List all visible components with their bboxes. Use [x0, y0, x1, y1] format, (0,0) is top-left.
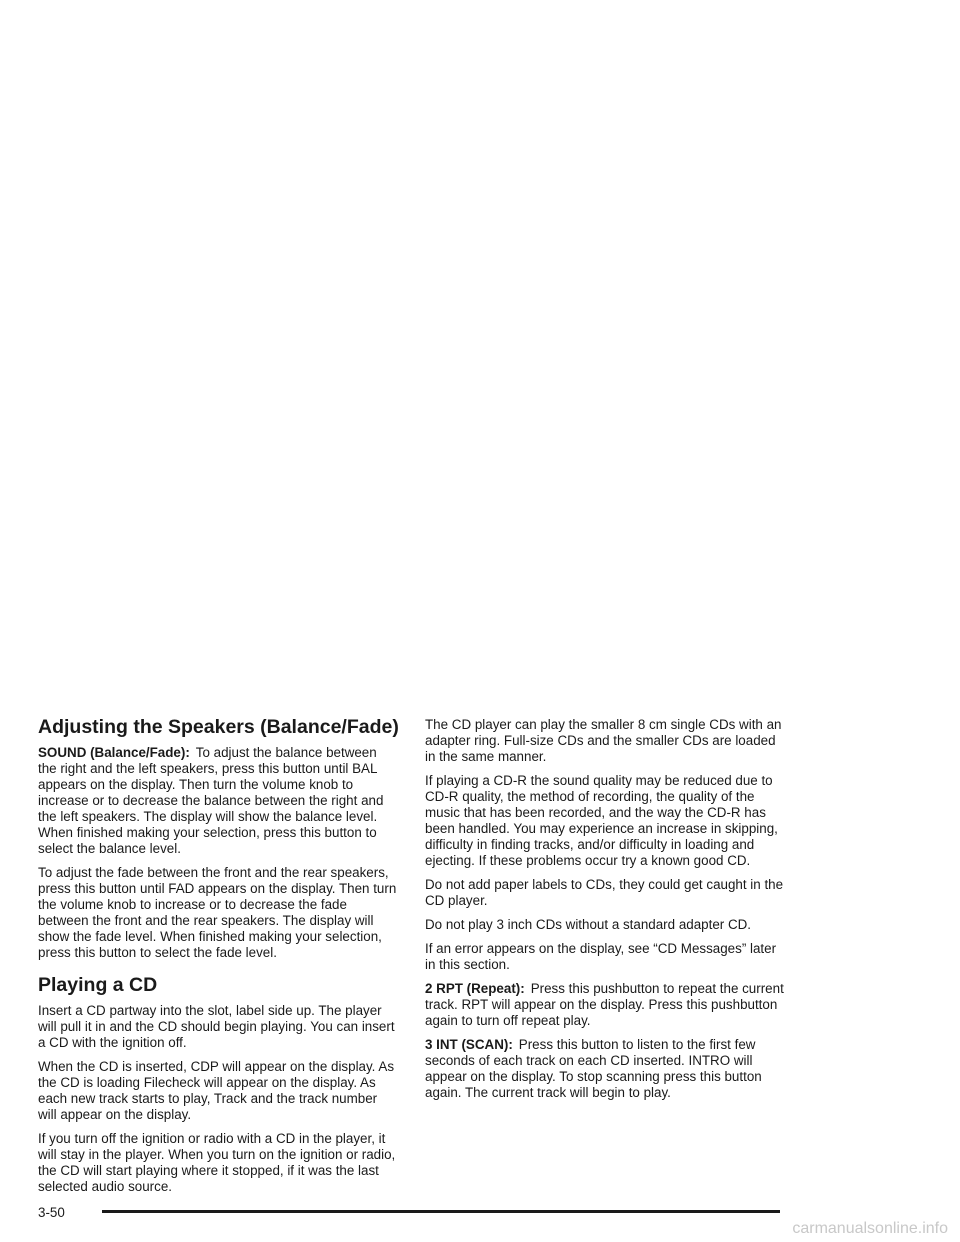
watermark: carmanualsonline.info: [792, 1220, 948, 1237]
three-inch-paragraph: Do not play 3 inch CDs without a standard adapter CD.: [425, 917, 752, 932]
error-paragraph: If an error appears on the display, see “CD Messages” later in this section.: [425, 941, 777, 972]
small-cd-paragraph: The CD player can play the smaller 8 cm single CDs with an adapter ring. Full-size CDs and the smaller CDs are loaded in the same manner.: [425, 717, 782, 764]
page-number: 3-50: [38, 1205, 65, 1220]
repeat-text: Press this pushbutton to repeat the current track. RPT will appear on the display. Press this pushbutton again to turn off repeat play.: [425, 981, 784, 1028]
cd-r-paragraph: If playing a CD-R the sound quality may be reduced due to CD-R quality, the method of recording, the quality of the music that has been recorded, and the way the CD-R has been handled. You may experience an increase in skipping, difficulty in finding tracks, and/or difficulty in loading and ejecting. If these problems occur try a known good CD.: [425, 773, 778, 868]
sound-balance-paragraph: [38, 745, 398, 857]
scan-paragraph: [425, 1037, 785, 1101]
scan-term: 3 INT (SCAN):: [425, 1037, 513, 1052]
heading-playing-cd: Playing a CD: [38, 974, 158, 996]
cd-inserted-paragraph: When the CD is inserted, CDP will appear on the display. As the CD is loading Filecheck will appear on the display. As each new track starts to play, Track and the track number will appear on the display.: [38, 1059, 395, 1122]
sound-balance-term: SOUND (Balance/Fade):: [38, 745, 190, 760]
footer-rule: [102, 1210, 780, 1213]
scan-text: Press this button to listen to the first few seconds of each track on each CD inserted. INTRO will appear on the display. To stop scanning press this button again. The current track will begin to play.: [425, 1037, 762, 1100]
paper-labels-paragraph: Do not add paper labels to CDs, they could get caught in the CD player.: [425, 877, 784, 908]
sound-balance-text: To adjust the balance between the right and the left speakers, press this button until BAL appears on the display. Then turn the volume knob to increase or to decrease the balance between the right and the left speakers. The display will show the balance level. When finished making your selection, press this button to select the balance level.: [38, 745, 384, 856]
fade-paragraph: To adjust the fade between the front and the rear speakers, press this button until FAD appears on the display. Then turn the volume knob to increase or to decrease the fade between the front and the rear speakers. The display will show the fade level. When finished making your selection, press this button to select the fade level.: [38, 865, 397, 960]
repeat-paragraph: [425, 981, 785, 1029]
insert-cd-paragraph: Insert a CD partway into the slot, label side up. The player will pull it in and the CD should begin playing. You can insert a CD with the ignition off.: [38, 1003, 395, 1050]
heading-adjusting-speakers: Adjusting the Speakers (Balance/Fade): [38, 716, 399, 738]
right-column: [425, 717, 785, 1109]
left-column: [38, 717, 398, 1203]
repeat-term: 2 RPT (Repeat):: [425, 981, 525, 996]
turn-off-paragraph: If you turn off the ignition or radio with a CD in the player, it will stay in the player. When you turn on the ignition or radio, the CD will start playing where it stopped, if it was the last selected audio source.: [38, 1131, 396, 1194]
